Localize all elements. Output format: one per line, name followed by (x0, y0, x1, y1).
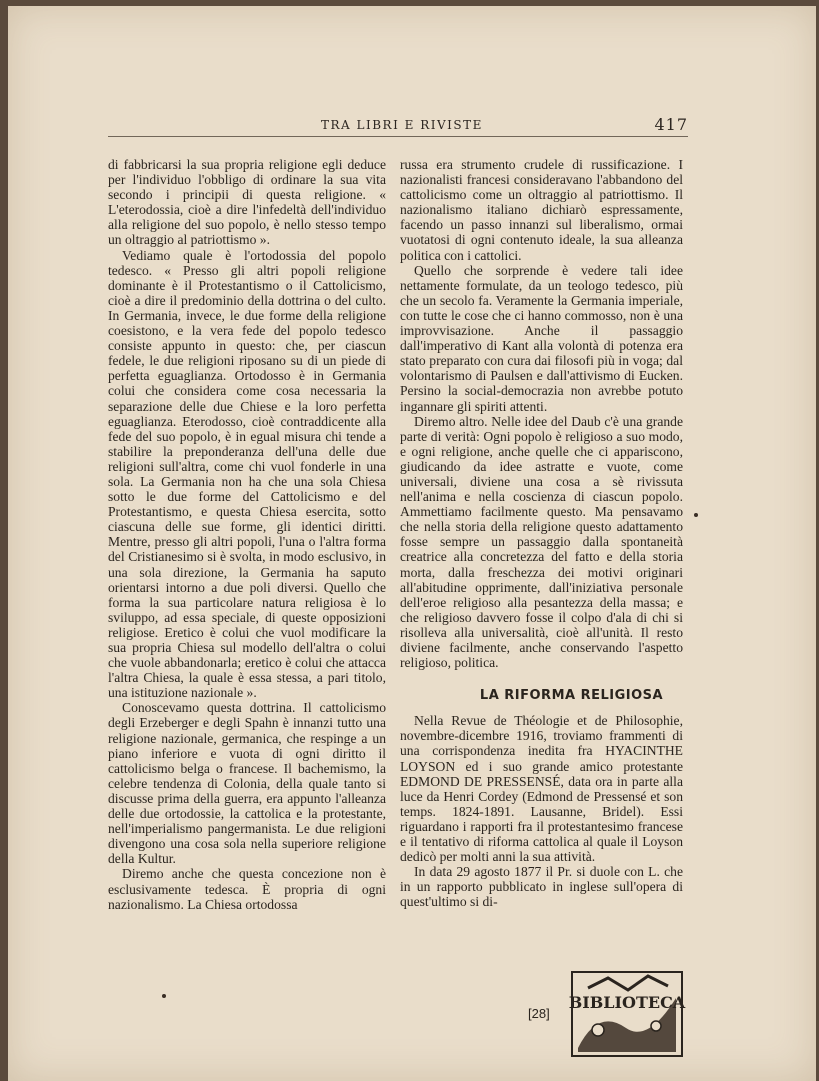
paragraph: Nella Revue de Théologie et de Philosophie, novembre-dicembre 1916, troviamo frammenti di una corrispondenza inedita fra HYACINTHE LOYSON ed i suo grande amico protestante EDMOND DE PRESSENSÉ, data ora in parte alla luce da Henri Cordey (Edmond de Pressensé et son temps. 1824-1891. Lausanne, Bridel). Essi riguardano i rapporti fra il protestantesimo francese e il tentativo di riforma cattolica al quale il Loyson dedicò per molti anni la sua attività. (400, 713, 683, 865)
ink-speck (162, 994, 166, 998)
paragraph: Vediamo quale è l'ortodossia del popolo tedesco. « Presso gli altri popoli religione dominante è il Protestantismo o il Cattolicismo, cioè a dire il predominio della dottrina o del culto. In Germania, invece, le due forme della religione coesistono, e la vera fede del popolo tedesco consiste appunto in questo: che, per ciascun fedele, le due religioni riposano su di un piede di perfetta eguaglianza. Ortodosso è in Germania colui che considera come cosa necessaria la separazione delle due Chiese e la loro perfetta eguaglianza. Eterodosso, cioè contraddicente alla fede del suo popolo, è in egual misura chi tende a stabilire la preponderanza dell'una delle due religioni sull'altra, come chi vuol fonderle in una sola. La Germania non ha che una sola Chiesa sotto le due forme del Cattolicismo e del Protestantismo, e questa Chiesa esercita, sotto ciascuna delle sue forme, gli identici diritti. Mentre, presso gli altri popoli, l'una o l'altra forma del Cristianesimo si è svolta, in modo esclusivo, in una sola direzione, la Germania ha saputo orientarsi intorno a due poli diversi. Quello che forma la sua particolare natura religiosa è lo sviluppo, ad essa speciale, di queste opposizioni religiose. Eretico è colui che vuol modificare la sua propria Chiesa sul modello dell'altra o colui che vuole abbandonarla; eretico è colui che attacca l'altra Chiesa, la quale è essa stessa, a pari titolo, una istituzione nazionale ». (108, 247, 386, 701)
left-column (108, 157, 386, 912)
page-number: 417 (654, 115, 688, 134)
paragraph: di fabbricarsi la sua propria religione egli deduce per l'individuo l'obbligo di ordinare la sua vita secondo i principii di questa religione. « L'eterodossia, cioè a dire l'infedeltà dell'individuo alla religione del suo popolo, è nello stesso tempo un oltraggio al patriottismo ». (108, 157, 386, 248)
paragraph: Diremo altro. Nelle idee del Daub c'è una grande parte di verità: Ogni popolo è religioso a suo modo, e ogni religione, anche quelle che ci appariscono, giudicando da idee astratte e vuote, come universali, diviene una cosa a sè rivissuta nell'anima e nella coscienza di ciascun popolo. Ammettiamo facilmente questo. Ma pensavamo che nella storia della religione questo adattamento fosse sempre un passaggio dalla spontaneità creatrice alla concretezza del fatto e della storia morta, dalla freschezza dei motivi originari all'abitudine opprimente, dall'iniziativa personale dell'eroe religioso alla pesantezza della massa; e che religioso davvero fosse il colpo d'ala di chi si risolleva alla universalità, cioè all'unità. Il resto diviene facilmente, anche conservando l'aspetto religioso, politica. (400, 413, 683, 671)
plate-number: [28] (528, 1006, 550, 1021)
library-emblem-icon (568, 968, 686, 1060)
ink-speck (694, 513, 698, 517)
paragraph: russa era strumento crudele di russificazione. I nazionalisti francesi consideravano l'abbandono del cattolicismo come un oltraggio al patriottismo. Il nazionalismo italiano dichiarò espressamente, facendo un passo innanzi sul liberalismo, ormai vuotatosi di ogni contenuto ideale, la sua alleanza politica con i cattolici. (400, 157, 683, 263)
section-heading: LA RIFORMA RELIGIOSA (479, 688, 664, 704)
paragraph: Diremo anche che questa concezione non è esclusivamente tedesca. È propria di ogni nazionalismo. La Chiesa ortodossa (108, 866, 386, 912)
running-title: TRA LIBRI E RIVISTE (321, 118, 483, 132)
header-rule (108, 136, 688, 137)
page (8, 6, 816, 1081)
paragraph: Conoscevamo questa dottrina. Il cattolicismo degli Erzeberger e degli Spahn è innanzi tutto una religione nazionale, germanica, che respinge a un piano inferiore e vuota di ogni diritto il cattolicismo belga o francese. Il bachemismo, la celebre tendenza di Colonia, della quale tanto si discusse prima della guerra, era appunto l'alleanza delle due ortodossie, la cattolica e la protestante, nell'imperialismo pangermanista. Le due religioni divengono una cosa sola nella superiore religione della Kultur. (108, 700, 386, 867)
emblem-text: BIBLIOTECA (568, 993, 686, 1012)
paragraph: In data 29 agosto 1877 il Pr. si duole con L. che in un rapporto pubblicato in inglese sull'opera di quest'ultimo si di- (400, 864, 683, 910)
right-column (400, 157, 683, 910)
paragraph: Quello che sorprende è vedere tali idee nettamente formulate, da un teologo tedesco, più che un secolo fa. Veramente la Germania imperiale, con tutte le cose che ci hanno commosso, non è una improvvisazione. Anche il passaggio dall'imperativo di Kant alla volontà di potenza era stato preparato con cura dai filosofi più in voga; dal volontarismo di Paulsen e dall'attivismo di Eucken. Persino la social-democrazia non avrebbe potuto ingannare gli spiriti attenti. (400, 262, 683, 414)
